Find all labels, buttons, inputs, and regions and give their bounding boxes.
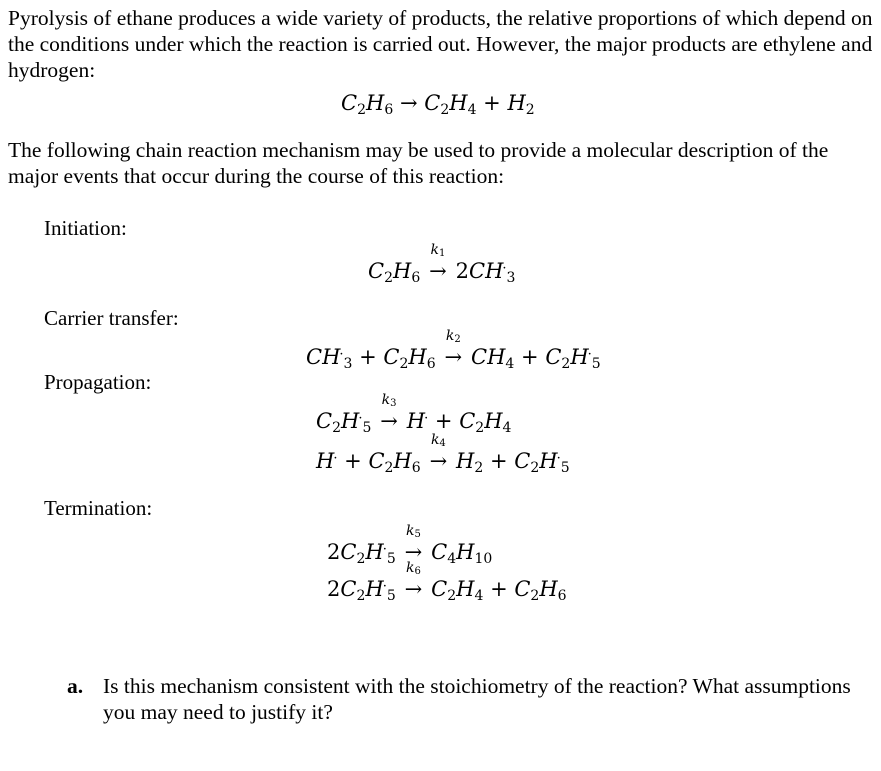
k3-arrow: $k_3$ → [380,392,398,433]
k4-label: $k_4$ [430,432,446,449]
termination-equation-2: $2C_2H^\cdot_5$ $k_6$ → $C_2H_4 + C_2H_6$ [327,560,567,604]
termination-equation-1: $2C_2H^\cdot_5$ $k_5$ → $C_4H_{10}$ [327,523,493,567]
carrier-transfer-label: Carrier transfer: [44,306,179,330]
propagation-equation-1: $C_2H^\cdot_5$ $k_3$ → $H^\cdot + C_2H_4$ [316,392,512,436]
carrier-transfer-equation: $CH^\cdot_3 + C_2H_6$ $k_2$ → $CH_4 + C_2H^\cdot_5$ [306,328,601,372]
k5-arrow: $k_5$ → [404,523,423,564]
propagation-label: Propagation: [44,370,152,394]
initiation-label: Initiation: [44,216,127,240]
k4-arrow: $k_4$ → [429,432,448,473]
k6-arrow: $k_6$ → [404,560,423,601]
mechanism-intro-paragraph: The following chain reaction mechanism may be used to provide a molecular description of the major events that occur during the course of this reaction: [8,138,829,188]
overall-product-hydrogen: $H_2$ [507,91,535,118]
initiation-equation: $C_2H_6$ $k_1$ → $2CH^\cdot_3$ [368,242,516,286]
question-marker: a. [67,674,84,698]
question-a [67,673,867,725]
propagation-equation-2: $H^\cdot + C_2H_6$ $k_4$ → $H_2 + C_2H^\cdot_5$ [316,432,570,476]
overall-product-ethylene: $C_2H_4$ [424,91,477,118]
overall-arrow: → [399,91,418,115]
k2-arrow: $k_2$ → [444,328,463,369]
overall-reactant: $C_2H_6$ [341,91,394,118]
k2-label: $k_2$ [445,328,461,345]
overall-plus: + [483,91,501,115]
k3-label: $k_3$ [381,392,397,409]
k5-label: $k_5$ [406,523,421,540]
termination-label: Termination: [44,496,153,520]
k6-label: $k_6$ [406,560,421,577]
k1-label: $k_1$ [430,242,446,259]
k1-arrow: $k_1$ → [429,242,447,283]
question-text: Is this mechanism consistent with the stoichiometry of the reaction? What assumptions you may need to justify it? [103,674,851,724]
overall-reaction-equation [341,90,535,116]
intro-paragraph: Pyrolysis of ethane produces a wide variety of products, the relative proportions of which depend on the conditions under which the reaction is carried out. However, the major products are ethylene and hydrogen: [8,6,873,82]
